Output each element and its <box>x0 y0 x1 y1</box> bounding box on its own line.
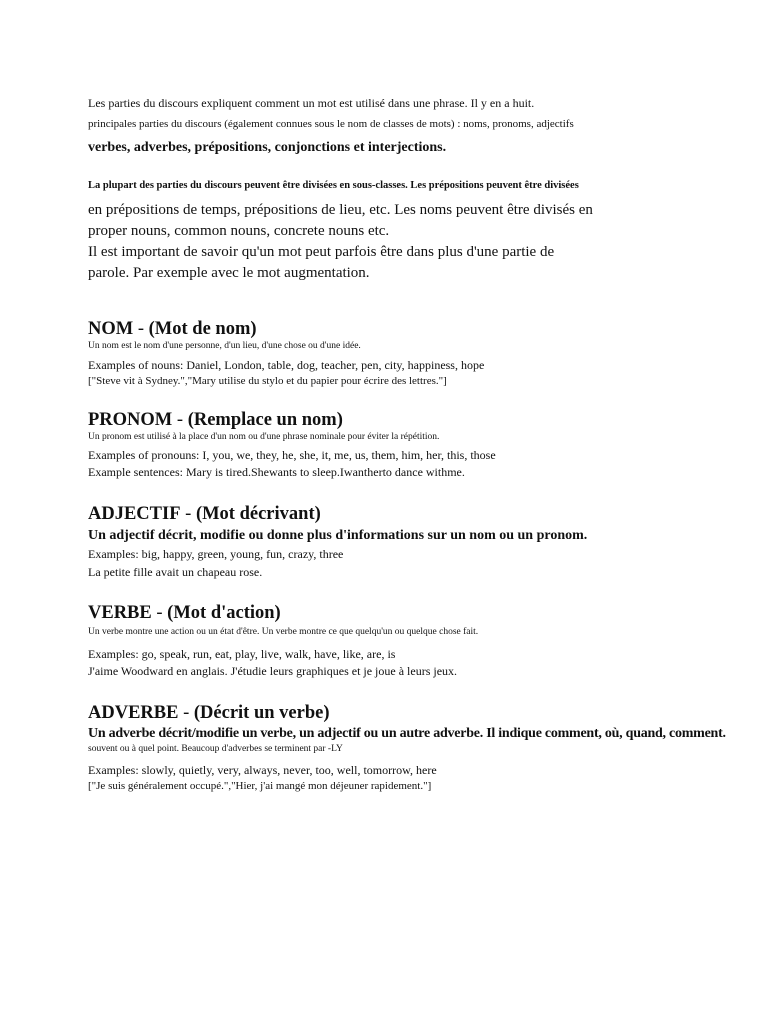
section-definition-nom: Un nom est le nom d'une personne, d'un lieu, d'une chose ou d'une idée. <box>88 341 361 351</box>
section-heading-verbe <box>88 604 281 623</box>
intro-line-6: proper nouns, common nouns, concrete nouns etc. <box>88 223 390 239</box>
section-gloss: (Mot de nom) <box>148 319 257 339</box>
section-definition-cont-adverbe: souvent ou à quel point. Beaucoup d'adverbes se terminent par -LY <box>88 744 343 754</box>
section-term: ADJECTIF <box>88 504 181 524</box>
intro-line-5: en prépositions de temps, prépositions de lieu, etc. Les noms peuvent être divisés en <box>88 202 593 218</box>
intro-line-7: Il est important de savoir qu'un mot peut parfois être dans plus d'une partie de <box>88 244 555 260</box>
section-examples-pronom: Examples of pronouns: I, you, we, they, he, she, it, me, us, them, him, her, this, those <box>88 448 496 462</box>
section-heading-nom <box>88 320 257 339</box>
section-term: ADVERBE <box>88 703 179 723</box>
section-sentences-adverbe: ["Je suis généralement occupé.","Hier, j'ai mangé mon déjeuner rapidement."] <box>88 780 432 792</box>
section-term: NOM <box>88 319 134 339</box>
intro-line-8: parole. Par exemple avec le mot augmentation. <box>88 265 370 281</box>
section-sentences-nom: ["Steve vit à Sydney.","Mary utilise du stylo et du papier pour écrire des lettres."] <box>88 375 447 387</box>
section-heading-adjectif <box>88 505 321 524</box>
section-separator: - <box>133 319 149 339</box>
section-definition-verbe: Un verbe montre une action ou un état d'être. Un verbe montre ce que quelqu'un ou quelque chose fait. <box>88 627 479 637</box>
section-definition-pronom: Un pronom est utilisé à la place d'un nom ou d'une phrase nominale pour éviter la répétition. <box>88 432 440 442</box>
section-gloss: (Mot d'action) <box>167 603 281 623</box>
section-term: VERBE <box>88 603 152 623</box>
section-examples-adverbe: Examples: slowly, quietly, very, always, never, too, well, tomorrow, here <box>88 763 437 777</box>
section-examples-adjectif: Examples: big, happy, green, young, fun, crazy, three <box>88 547 344 561</box>
section-definition-adjectif: Un adjectif décrit, modifie ou donne plus d'informations sur un nom ou un pronom. <box>88 528 588 543</box>
intro-line-2: principales parties du discours (également connues sous le nom de classes de mots) : noms, pronoms, adjectifs <box>88 118 574 130</box>
section-heading-adverbe <box>88 704 330 723</box>
section-sentences-adjectif: La petite fille avait un chapeau rose. <box>88 565 263 579</box>
section-term: PRONOM <box>88 410 173 430</box>
section-gloss: (Remplace un nom) <box>187 410 343 430</box>
section-examples-verbe: Examples: go, speak, run, eat, play, live, walk, have, like, are, is <box>88 647 396 661</box>
section-gloss: (Mot décrivant) <box>195 504 321 524</box>
section-sentences-verbe: J'aime Woodward en anglais. J'étudie leurs graphiques et je joue à leurs jeux. <box>88 664 458 678</box>
intro-line-4: La plupart des parties du discours peuvent être divisées en sous-classes. Les prépositions peuvent être divisées <box>88 180 579 191</box>
section-examples-nom: Examples of nouns: Daniel, London, table, dog, teacher, pen, city, happiness, hope <box>88 358 485 372</box>
intro-line-3: verbes, adverbes, prépositions, conjonctions et interjections. <box>88 140 447 155</box>
section-separator: - <box>180 504 196 524</box>
section-sentences-pronom: Example sentences: Mary is tired.Shewants to sleep.Iwantherto dance withme. <box>88 465 465 479</box>
section-separator: - <box>151 603 168 623</box>
section-heading-pronom <box>88 411 343 430</box>
section-gloss: (Décrit un verbe) <box>193 703 330 723</box>
section-definition-adverbe: Un adverbe décrit/modifie un verbe, un adjectif ou un autre adverbe. Il indique comment, où, quand, comment. <box>88 726 726 741</box>
section-separator: - <box>178 703 194 723</box>
intro-line-1: Les parties du discours expliquent comment un mot est utilisé dans une phrase. Il y en a huit. <box>88 96 535 110</box>
section-separator: - <box>172 410 188 430</box>
